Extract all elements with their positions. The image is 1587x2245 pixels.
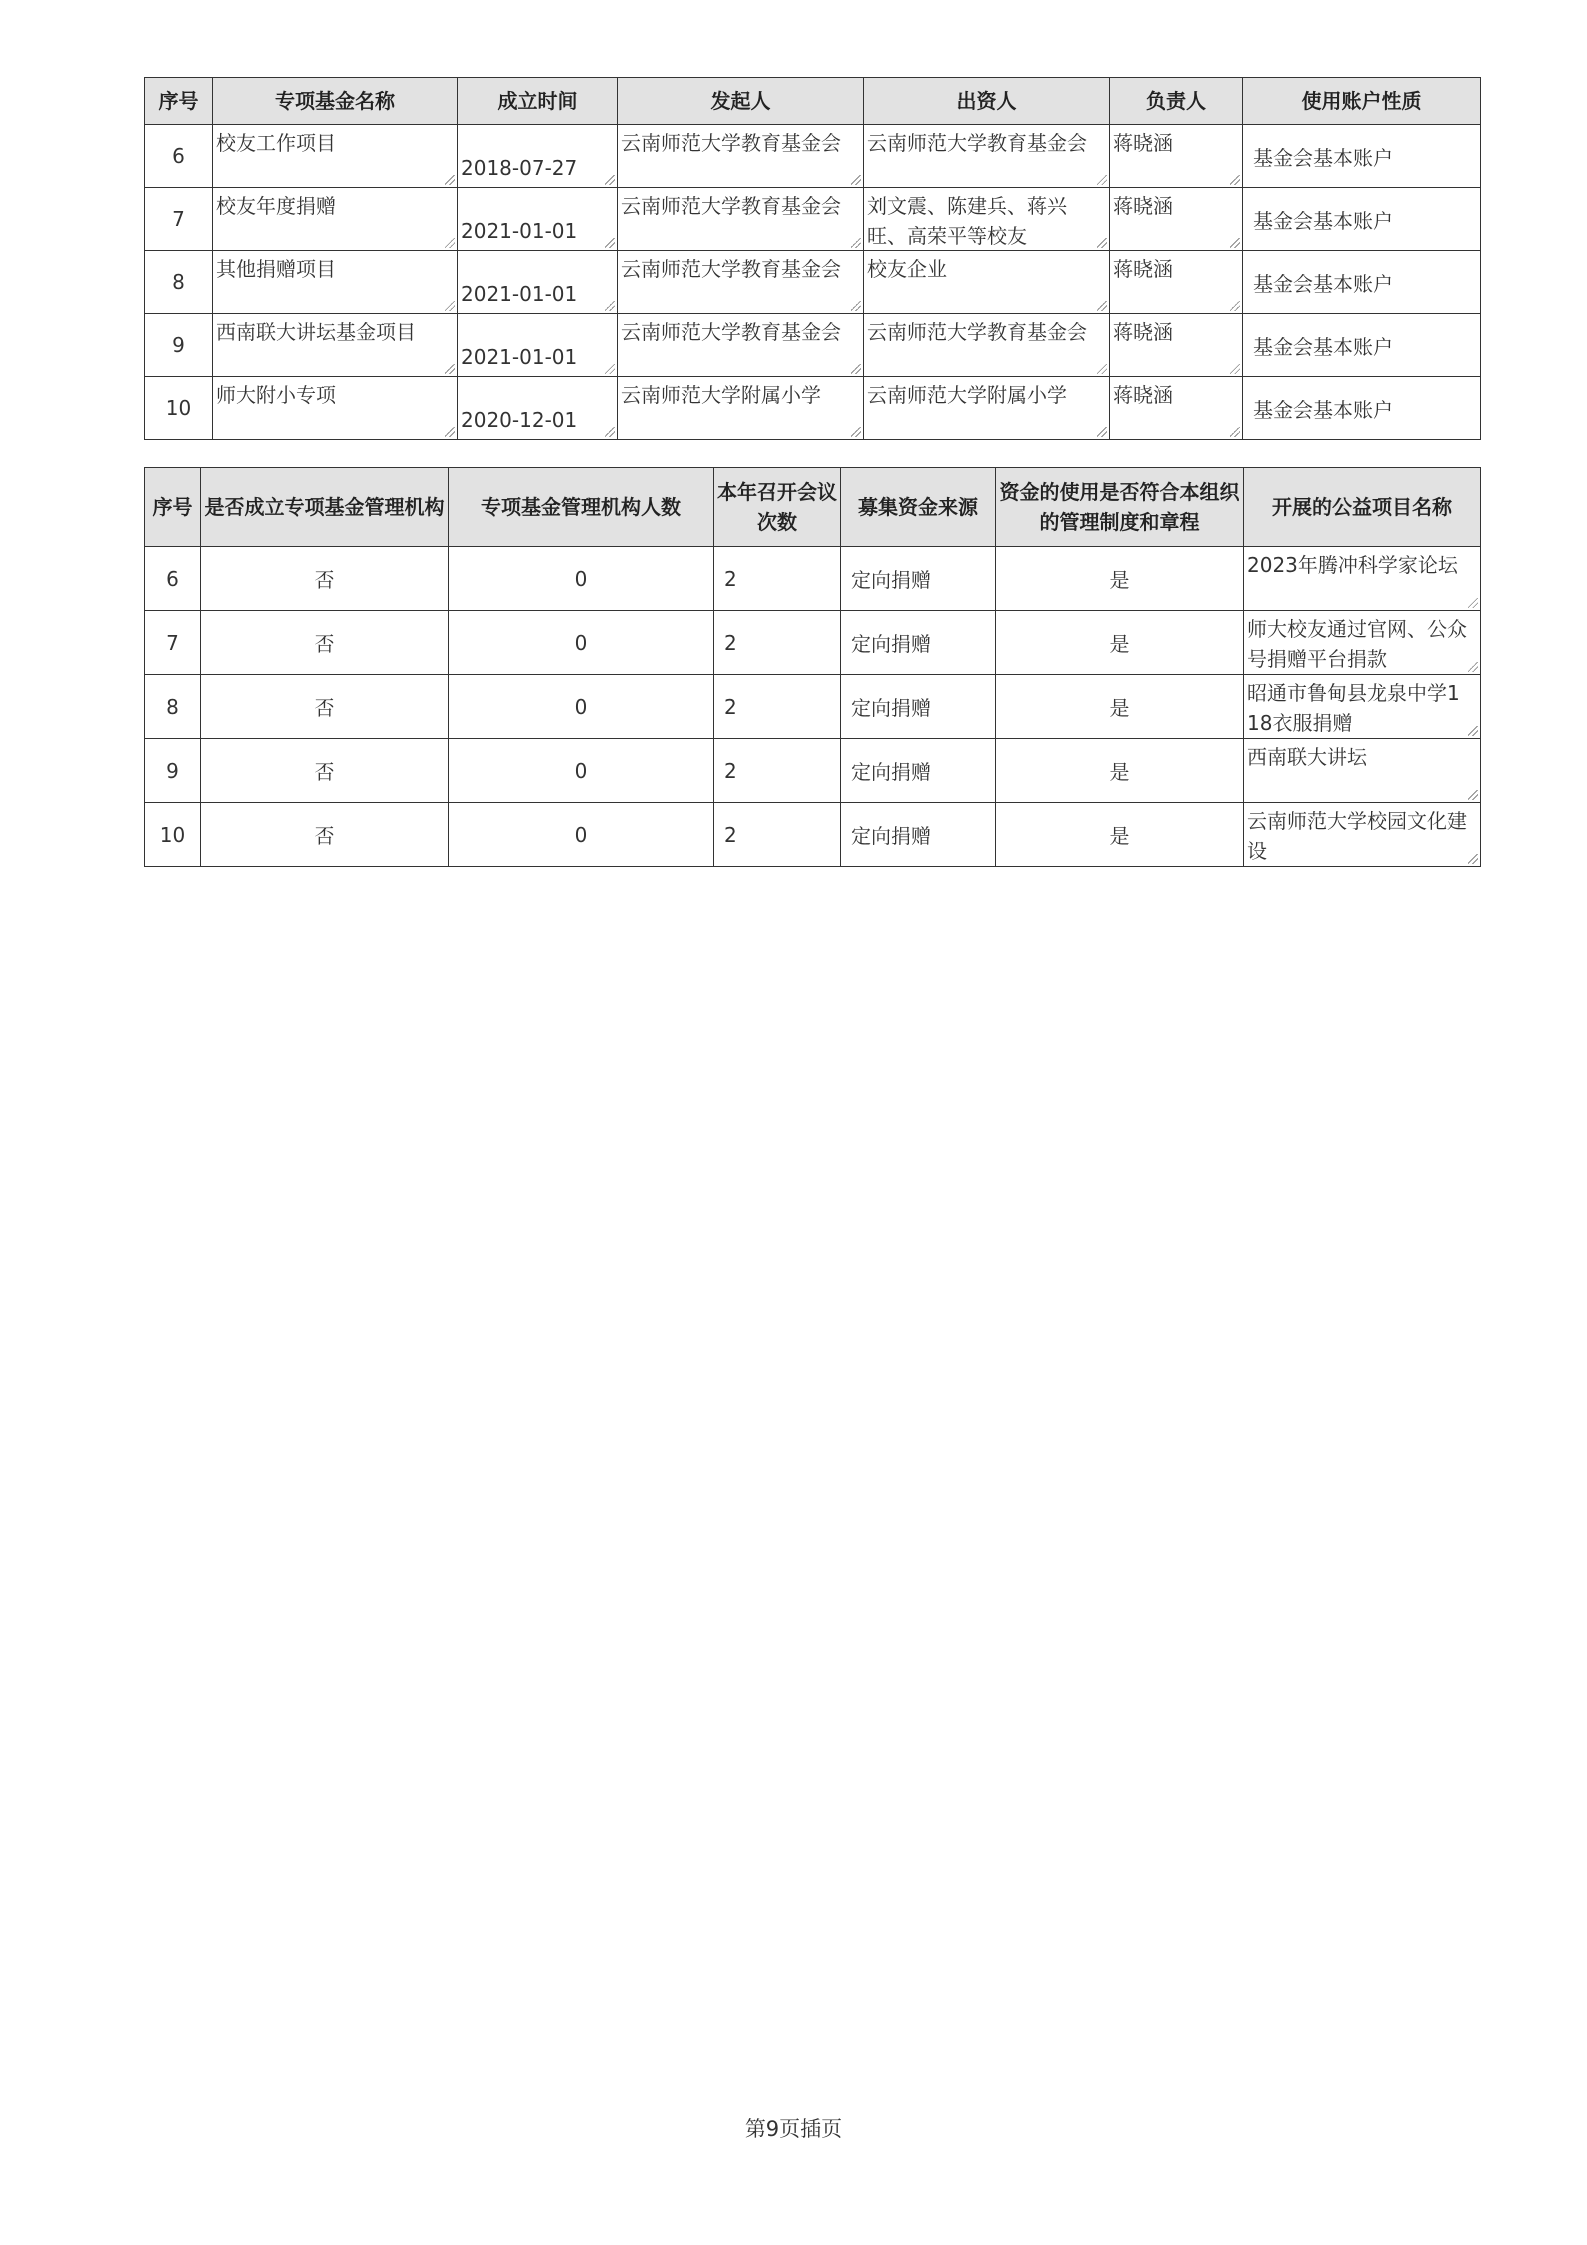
compliance-value: 是 bbox=[996, 675, 1244, 739]
table-row bbox=[145, 803, 1481, 867]
manager-field[interactable] bbox=[1110, 314, 1243, 377]
resize-grip-icon[interactable] bbox=[445, 301, 455, 311]
table-row bbox=[145, 611, 1481, 675]
header-has-org: 是否成立专项基金管理机构 bbox=[201, 468, 449, 547]
meetings-value: 2 bbox=[714, 739, 841, 803]
funder-field[interactable] bbox=[864, 314, 1110, 377]
account-type: 基金会基本账户 bbox=[1243, 377, 1481, 440]
founded-date-field[interactable] bbox=[458, 188, 618, 251]
resize-grip-icon[interactable] bbox=[605, 364, 615, 374]
header-funder: 出资人 bbox=[864, 78, 1110, 125]
special-fund-table bbox=[144, 77, 1481, 440]
fund-name-field[interactable] bbox=[213, 125, 458, 188]
resize-grip-icon[interactable] bbox=[445, 238, 455, 248]
founded-date-field-text: 2018-07-27 bbox=[461, 156, 578, 180]
resize-grip-icon[interactable] bbox=[1097, 364, 1107, 374]
project-name-field[interactable] bbox=[1244, 611, 1481, 675]
fund-source-value: 定向捐赠 bbox=[841, 739, 996, 803]
header-no: 序号 bbox=[145, 78, 213, 125]
table-row bbox=[145, 125, 1481, 188]
row-no: 6 bbox=[145, 125, 213, 188]
row-no: 7 bbox=[145, 188, 213, 251]
resize-grip-icon[interactable] bbox=[851, 364, 861, 374]
header-founded-date: 成立时间 bbox=[458, 78, 618, 125]
manager-field-text: 蒋晓涵 bbox=[1113, 320, 1173, 344]
founded-date-field[interactable] bbox=[458, 377, 618, 440]
resize-grip-icon[interactable] bbox=[605, 238, 615, 248]
has-org-value: 否 bbox=[201, 547, 449, 611]
resize-grip-icon[interactable] bbox=[1097, 427, 1107, 437]
table-row bbox=[145, 188, 1481, 251]
resize-grip-icon[interactable] bbox=[605, 427, 615, 437]
header-org-count: 专项基金管理机构人数 bbox=[449, 468, 714, 547]
header-project-name: 开展的公益项目名称 bbox=[1244, 468, 1481, 547]
row-no: 9 bbox=[145, 314, 213, 377]
account-type: 基金会基本账户 bbox=[1243, 314, 1481, 377]
resize-grip-icon[interactable] bbox=[1230, 238, 1240, 248]
account-type: 基金会基本账户 bbox=[1243, 125, 1481, 188]
compliance-value: 是 bbox=[996, 611, 1244, 675]
fund-name-field-text: 西南联大讲坛基金项目 bbox=[216, 320, 416, 344]
founded-date-field[interactable] bbox=[458, 125, 618, 188]
table-header-row bbox=[145, 468, 1481, 547]
resize-grip-icon[interactable] bbox=[1468, 790, 1478, 800]
resize-grip-icon[interactable] bbox=[1097, 175, 1107, 185]
project-name-field-text: 云南师范大学校园文化建设 bbox=[1247, 809, 1467, 863]
manager-field[interactable] bbox=[1110, 251, 1243, 314]
founded-date-field[interactable] bbox=[458, 314, 618, 377]
table-row bbox=[145, 314, 1481, 377]
meetings-value: 2 bbox=[714, 803, 841, 867]
meetings-value: 2 bbox=[714, 547, 841, 611]
resize-grip-icon[interactable] bbox=[851, 301, 861, 311]
row-no: 6 bbox=[145, 547, 201, 611]
resize-grip-icon[interactable] bbox=[605, 175, 615, 185]
resize-grip-icon[interactable] bbox=[445, 427, 455, 437]
org-count-value: 0 bbox=[449, 803, 714, 867]
page-footer: 第9页插页 bbox=[744, 2117, 843, 2141]
initiator-field[interactable] bbox=[618, 188, 864, 251]
initiator-field[interactable] bbox=[618, 125, 864, 188]
founded-date-field-text: 2021-01-01 bbox=[461, 345, 578, 369]
fund-name-field-text: 校友工作项目 bbox=[216, 131, 336, 155]
project-name-field-text: 2023年腾冲科学家论坛 bbox=[1247, 553, 1458, 577]
table-header-row bbox=[145, 78, 1481, 125]
fund-name-field[interactable] bbox=[213, 377, 458, 440]
has-org-value: 否 bbox=[201, 611, 449, 675]
table-row bbox=[145, 377, 1481, 440]
row-no: 9 bbox=[145, 739, 201, 803]
resize-grip-icon[interactable] bbox=[851, 238, 861, 248]
org-count-value: 0 bbox=[449, 547, 714, 611]
project-name-field-text: 昭通市鲁甸县龙泉中学118衣服捐赠 bbox=[1247, 681, 1460, 735]
fund-management-table bbox=[144, 467, 1481, 867]
resize-grip-icon[interactable] bbox=[1468, 854, 1478, 864]
project-name-field-text: 西南联大讲坛 bbox=[1247, 745, 1367, 769]
initiator-field[interactable] bbox=[618, 377, 864, 440]
manager-field[interactable] bbox=[1110, 188, 1243, 251]
table-row bbox=[145, 251, 1481, 314]
initiator-field-text: 云南师范大学附属小学 bbox=[621, 383, 821, 407]
row-no: 10 bbox=[145, 803, 201, 867]
manager-field-text: 蒋晓涵 bbox=[1113, 383, 1173, 407]
table-row bbox=[145, 739, 1481, 803]
resize-grip-icon[interactable] bbox=[1468, 726, 1478, 736]
funder-field-text: 云南师范大学教育基金会 bbox=[867, 131, 1087, 155]
account-type: 基金会基本账户 bbox=[1243, 188, 1481, 251]
project-name-field[interactable] bbox=[1244, 675, 1481, 739]
header-compliance: 资金的使用是否符合本组织的管理制度和章程 bbox=[996, 468, 1244, 547]
resize-grip-icon[interactable] bbox=[1097, 301, 1107, 311]
initiator-field[interactable] bbox=[618, 251, 864, 314]
funder-field[interactable] bbox=[864, 251, 1110, 314]
header-manager: 负责人 bbox=[1110, 78, 1243, 125]
fund-source-value: 定向捐赠 bbox=[841, 611, 996, 675]
manager-field[interactable] bbox=[1110, 377, 1243, 440]
funder-field[interactable] bbox=[864, 125, 1110, 188]
fund-source-value: 定向捐赠 bbox=[841, 547, 996, 611]
funder-field-text: 云南师范大学教育基金会 bbox=[867, 320, 1087, 344]
project-name-field-text: 师大校友通过官网、公众号捐赠平台捐款 bbox=[1247, 617, 1467, 671]
funder-field[interactable] bbox=[864, 188, 1110, 251]
fund-source-value: 定向捐赠 bbox=[841, 675, 996, 739]
fund-name-field-text: 校友年度捐赠 bbox=[216, 194, 336, 218]
fund-name-field[interactable] bbox=[213, 314, 458, 377]
compliance-value: 是 bbox=[996, 739, 1244, 803]
resize-grip-icon[interactable] bbox=[1097, 238, 1107, 248]
row-no: 8 bbox=[145, 251, 213, 314]
has-org-value: 否 bbox=[201, 675, 449, 739]
project-name-field[interactable] bbox=[1244, 739, 1481, 803]
row-no: 10 bbox=[145, 377, 213, 440]
row-no: 8 bbox=[145, 675, 201, 739]
funder-field[interactable] bbox=[864, 377, 1110, 440]
founded-date-field-text: 2020-12-01 bbox=[461, 408, 578, 432]
resize-grip-icon[interactable] bbox=[1230, 364, 1240, 374]
header-fund-name: 专项基金名称 bbox=[213, 78, 458, 125]
resize-grip-icon[interactable] bbox=[1230, 301, 1240, 311]
founded-date-field-text: 2021-01-01 bbox=[461, 219, 578, 243]
org-count-value: 0 bbox=[449, 611, 714, 675]
fund-name-field[interactable] bbox=[213, 251, 458, 314]
resize-grip-icon[interactable] bbox=[851, 427, 861, 437]
initiator-field-text: 云南师范大学教育基金会 bbox=[621, 194, 841, 218]
manager-field-text: 蒋晓涵 bbox=[1113, 257, 1173, 281]
founded-date-field-text: 2021-01-01 bbox=[461, 282, 578, 306]
fund-name-field-text: 其他捐赠项目 bbox=[216, 257, 336, 281]
header-initiator: 发起人 bbox=[618, 78, 864, 125]
manager-field-text: 蒋晓涵 bbox=[1113, 131, 1173, 155]
resize-grip-icon[interactable] bbox=[445, 175, 455, 185]
row-no: 7 bbox=[145, 611, 201, 675]
funder-field-text: 云南师范大学附属小学 bbox=[867, 383, 1067, 407]
manager-field-text: 蒋晓涵 bbox=[1113, 194, 1173, 218]
meetings-value: 2 bbox=[714, 611, 841, 675]
resize-grip-icon[interactable] bbox=[1230, 427, 1240, 437]
fund-source-value: 定向捐赠 bbox=[841, 803, 996, 867]
compliance-value: 是 bbox=[996, 547, 1244, 611]
has-org-value: 否 bbox=[201, 739, 449, 803]
resize-grip-icon[interactable] bbox=[851, 175, 861, 185]
table-row bbox=[145, 547, 1481, 611]
fund-name-field[interactable] bbox=[213, 188, 458, 251]
resize-grip-icon[interactable] bbox=[1468, 662, 1478, 672]
header-fund-source: 募集资金来源 bbox=[841, 468, 996, 547]
account-type: 基金会基本账户 bbox=[1243, 251, 1481, 314]
table-row bbox=[145, 675, 1481, 739]
resize-grip-icon[interactable] bbox=[1468, 598, 1478, 608]
fund-name-field-text: 师大附小专项 bbox=[216, 383, 336, 407]
org-count-value: 0 bbox=[449, 675, 714, 739]
funder-field-text: 刘文震、陈建兵、蒋兴旺、高荣平等校友 bbox=[867, 194, 1067, 248]
header-no: 序号 bbox=[145, 468, 201, 547]
initiator-field-text: 云南师范大学教育基金会 bbox=[621, 131, 841, 155]
header-account-type: 使用账户性质 bbox=[1243, 78, 1481, 125]
compliance-value: 是 bbox=[996, 803, 1244, 867]
project-name-field[interactable] bbox=[1244, 803, 1481, 867]
funder-field-text: 校友企业 bbox=[867, 257, 947, 281]
initiator-field-text: 云南师范大学教育基金会 bbox=[621, 320, 841, 344]
initiator-field-text: 云南师范大学教育基金会 bbox=[621, 257, 841, 281]
resize-grip-icon[interactable] bbox=[605, 301, 615, 311]
meetings-value: 2 bbox=[714, 675, 841, 739]
resize-grip-icon[interactable] bbox=[1230, 175, 1240, 185]
has-org-value: 否 bbox=[201, 803, 449, 867]
initiator-field[interactable] bbox=[618, 314, 864, 377]
founded-date-field[interactable] bbox=[458, 251, 618, 314]
org-count-value: 0 bbox=[449, 739, 714, 803]
manager-field[interactable] bbox=[1110, 125, 1243, 188]
resize-grip-icon[interactable] bbox=[445, 364, 455, 374]
project-name-field[interactable] bbox=[1244, 547, 1481, 611]
header-meetings: 本年召开会议次数 bbox=[714, 468, 841, 547]
